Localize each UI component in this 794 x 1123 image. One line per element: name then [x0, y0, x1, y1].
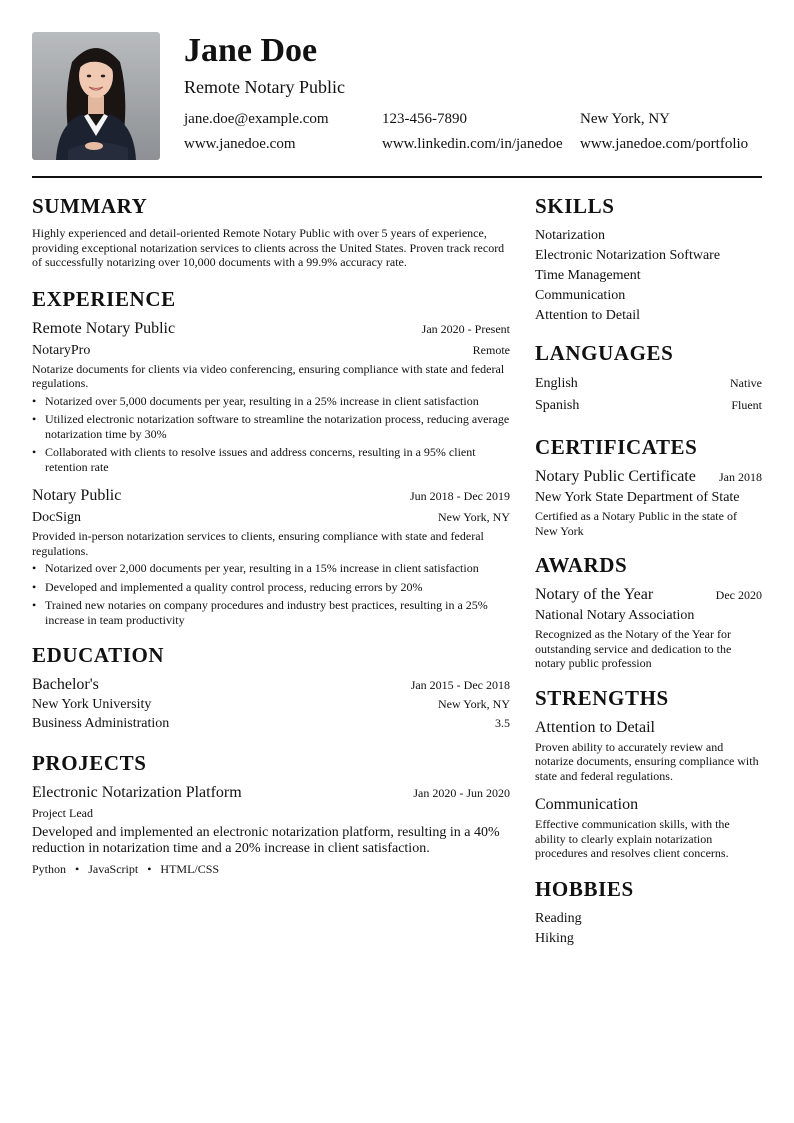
- certificate-name: Notary Public Certificate: [535, 468, 696, 485]
- certificate-issuer: New York State Department of State: [535, 490, 740, 505]
- language-name: Spanish: [535, 398, 580, 413]
- experience-bullets: [32, 394, 510, 475]
- experience-bullets: [32, 561, 510, 627]
- education-location: New York, NY: [437, 697, 510, 711]
- skills-section: [535, 194, 762, 326]
- hobbies-section: [535, 877, 762, 949]
- education-degree: Bachelor's: [32, 676, 99, 693]
- experience-position: Notary Public: [32, 487, 122, 504]
- skill-item: Attention to Detail: [535, 308, 640, 323]
- projects-heading: PROJECTS: [32, 751, 147, 775]
- experience-bullet: • Developed and implemented a quality control process, reducing errors by 20%: [32, 580, 510, 595]
- skills-heading: SKILLS: [535, 194, 615, 218]
- experience-description: Notarize documents for clients via video conferencing, ensuring compliance with state and federal regulations.: [32, 361, 505, 390]
- header-divider: [32, 176, 762, 178]
- languages-section: [535, 341, 762, 416]
- education-gpa: 3.5: [495, 716, 510, 730]
- tech-separator: •: [147, 861, 152, 876]
- project-description: Developed and implemented an electronic notarization platform, resulting in a 40% reduction in notarization time and a 20% increase in client satisfaction.: [32, 824, 500, 856]
- awards-section: [535, 553, 762, 671]
- experience-company: NotaryPro: [32, 342, 91, 358]
- experience-section: [32, 287, 510, 628]
- education-date: Jan 2015 - Dec 2018: [410, 678, 510, 692]
- experience-bullet: • Trained new notaries on company procedures and industry best practices, resulting in a 25% increase in team productivity: [32, 598, 510, 627]
- linkedin-link[interactable]: www.linkedin.com/in/janedoe: [382, 136, 563, 152]
- experience-bullet: • Notarized over 5,000 documents per year, resulting in a 25% increase in client satisfaction: [32, 394, 510, 409]
- experience-location: Remote: [472, 342, 510, 357]
- award-issuer: National Notary Association: [535, 608, 695, 623]
- experience-entry: [32, 319, 510, 475]
- certificate-description: Certified as a Notary Public in the state of New York: [535, 509, 737, 538]
- education-school: New York University: [32, 697, 152, 712]
- project-tech: HTML/CSS: [160, 861, 220, 876]
- certificates-section: [535, 435, 762, 538]
- award-description: Recognized as the Notary of the Year for outstanding service and dedication to the notary public profession: [535, 627, 732, 670]
- project-tech: JavaScript: [88, 861, 139, 876]
- resume-header: [32, 32, 762, 160]
- portfolio-link[interactable]: www.janedoe.com/portfolio: [580, 136, 749, 152]
- experience-date: Jun 2018 - Dec 2019: [410, 489, 510, 503]
- project-tech-list: [32, 862, 510, 877]
- language-level: Native: [730, 376, 762, 390]
- language-item: [535, 373, 762, 394]
- tech-separator: •: [75, 861, 80, 876]
- certificate-date: Jan 2018: [719, 470, 762, 484]
- hobby-item: Hiking: [535, 930, 574, 946]
- website-link[interactable]: www.janedoe.com: [184, 136, 296, 152]
- project-name: Electronic Notarization Platform: [32, 784, 242, 801]
- language-level: Fluent: [731, 398, 762, 412]
- experience-heading: EXPERIENCE: [32, 286, 176, 311]
- awards-heading: AWARDS: [535, 553, 628, 577]
- project-date: Jan 2020 - Jun 2020: [413, 786, 510, 800]
- experience-date: Jan 2020 - Present: [421, 321, 510, 336]
- experience-bullet: • Collaborated with clients to resolve issues and address concerns, resulting in a 95% client retention rate: [32, 445, 510, 474]
- strength-description: Proven ability to accurately review and notarize documents, ensuring compliance with state and federal regulations.: [535, 739, 759, 783]
- email-link[interactable]: jane.doe@example.com: [184, 111, 329, 127]
- award-name: Notary of the Year: [535, 586, 654, 603]
- projects-section: [32, 751, 510, 876]
- project-role: Project Lead: [32, 806, 93, 820]
- job-title: Remote Notary Public: [184, 77, 345, 97]
- left-column: [32, 194, 510, 876]
- strength-name: Attention to Detail: [535, 718, 655, 736]
- skill-item: Time Management: [535, 268, 641, 283]
- summary-section: [32, 194, 510, 270]
- summary-heading: SUMMARY: [32, 194, 148, 218]
- strengths-section: [535, 686, 762, 861]
- languages-heading: LANGUAGES: [535, 341, 674, 365]
- experience-location: New York, NY: [437, 510, 510, 524]
- hobbies-heading: HOBBIES: [535, 876, 634, 901]
- certificates-heading: CERTIFICATES: [535, 435, 698, 459]
- experience-entry: [32, 486, 510, 627]
- strengths-heading: STRENGTHS: [535, 685, 669, 710]
- right-column: [535, 194, 762, 949]
- strength-description: Effective communication skills, with the ability to clearly explain notarization procedures and resolves client concerns.: [535, 817, 730, 860]
- education-heading: EDUCATION: [32, 643, 165, 667]
- education-field: Business Administration: [32, 716, 170, 731]
- full-name: Jane Doe: [184, 32, 318, 69]
- language-name: English: [535, 376, 578, 391]
- award-date: Dec 2020: [715, 588, 762, 602]
- skill-item: Communication: [535, 288, 626, 303]
- education-section: [32, 643, 510, 733]
- experience-bullet: • Notarized over 2,000 documents per year, resulting in a 15% increase in client satisfaction: [32, 561, 510, 576]
- hobby-item: Reading: [535, 910, 582, 926]
- project-tech: Python: [32, 861, 67, 876]
- phone-number[interactable]: 123-456-7890: [382, 111, 467, 127]
- experience-bullet: • Utilized electronic notarization software to streamline the notarization process, reducing average notarization time by 30%: [32, 412, 510, 441]
- language-item: [535, 395, 762, 416]
- profile-photo: [32, 32, 160, 160]
- experience-position: Remote Notary Public: [32, 319, 176, 337]
- summary-text: Highly experienced and detail-oriented Remote Notary Public with over 5 years of experience, providing exceptional notarization services to clients across the United States. Proven track record of successfully notarizing over 10,000 documents with a 99.9% accuracy rate.: [32, 226, 505, 269]
- experience-description: Provided in-person notarization services to clients, ensuring compliance with state and federal regulations.: [32, 529, 484, 558]
- location: New York, NY: [580, 111, 671, 127]
- skill-item: Notarization: [535, 228, 605, 243]
- strength-name: Communication: [535, 796, 639, 813]
- skill-item: Electronic Notarization Software: [535, 248, 721, 263]
- experience-company: DocSign: [32, 510, 81, 525]
